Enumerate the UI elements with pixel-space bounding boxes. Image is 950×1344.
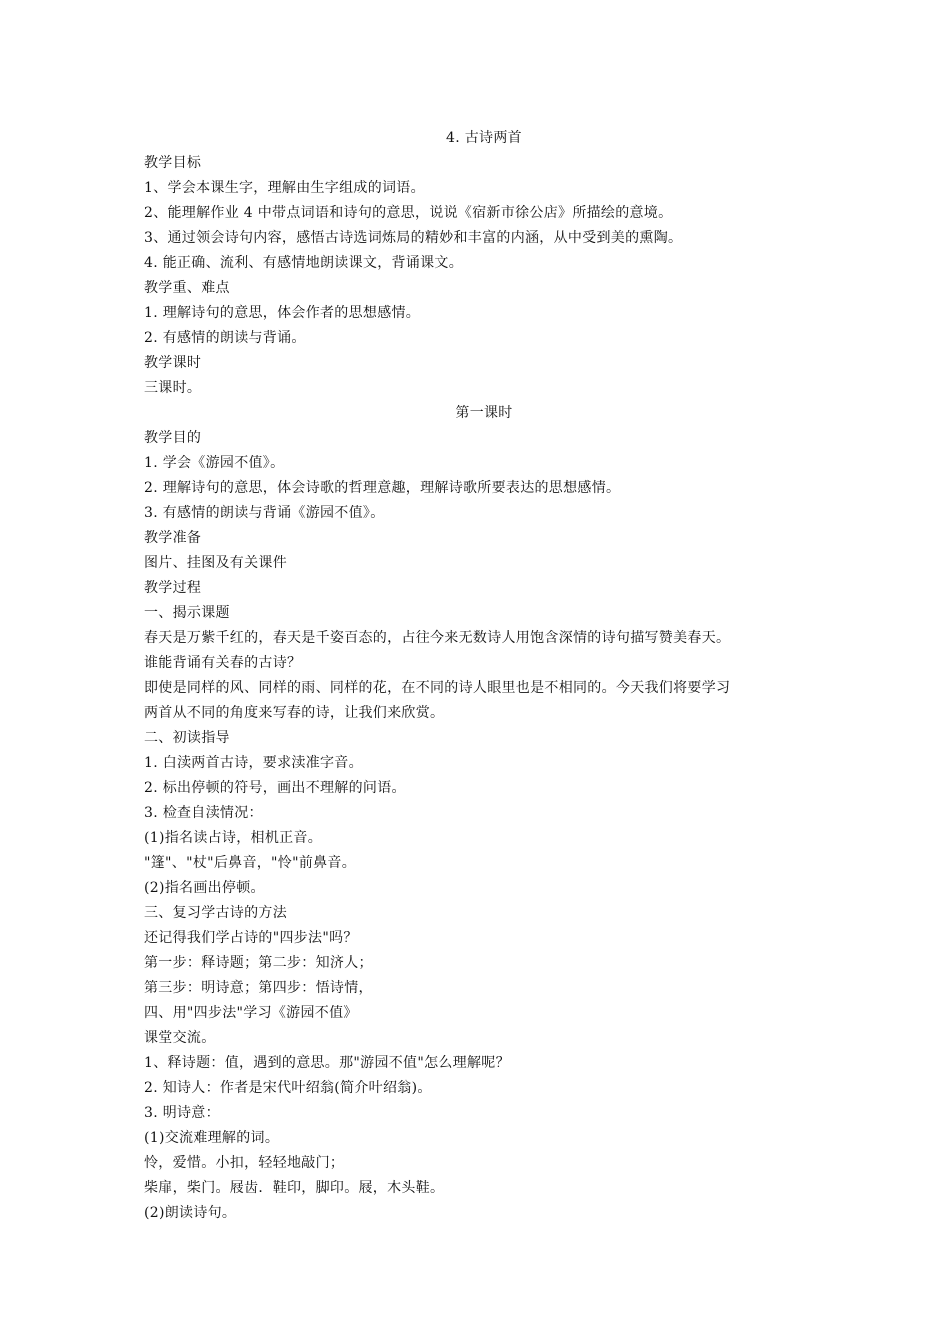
text-line: 教学目的 — [144, 430, 202, 446]
text-line: 1. 理解诗句的意思，体会作者的思想感情。 — [144, 305, 421, 321]
text-line: 第三步：明诗意；第四步：悟诗情， — [144, 980, 373, 996]
document-title: 4. 古诗两首 — [446, 130, 522, 146]
text-line: 四、用"四步法"学习《游园不值》 — [144, 1005, 358, 1021]
text-line: 两首从不同的角度来写春的诗，让我们来欣赏。 — [144, 705, 445, 721]
text-line: (1)交流难理解的词。 — [144, 1130, 280, 1146]
text-line: 2、能理解作业 4 中带点词语和诗句的意思，说说《宿新市徐公店》所描绘的意境。 — [144, 205, 673, 221]
text-line: 1. 学会《游园不值》。 — [144, 455, 285, 471]
text-line: 3、通过领会诗句内容，感悟古诗选词炼局的精妙和丰富的内涵，从中受到美的熏陶。 — [144, 230, 683, 246]
text-line: 谁能背诵有关春的古诗？ — [144, 655, 302, 671]
text-line: 2. 知诗人：作者是宋代叶绍翁(简介叶绍翁)。 — [144, 1080, 432, 1096]
text-line: 春天是万紫千红的，春天是千姿百态的，占往今来无数诗人用饱含深情的诗句描写赞美春天。 — [144, 630, 731, 646]
text-line: 柴扉，柴门。屐齿．鞋印，脚印。屐，木头鞋。 — [144, 1180, 445, 1196]
text-line: 二、初读指导 — [144, 730, 230, 746]
text-line: 图片、挂图及有关课件 — [144, 555, 287, 571]
document-body — [144, 126, 824, 1226]
text-line: 一、揭示课题 — [144, 605, 230, 621]
text-line: 2. 标出停顿的符号，画出不理解的问语。 — [144, 780, 406, 796]
text-line: 教学目标 — [144, 155, 202, 171]
text-line: (2)朗读诗句。 — [144, 1205, 237, 1221]
text-line: 3. 检查自渎情况： — [144, 805, 263, 821]
text-line: 2. 有感情的朗读与背诵。 — [144, 330, 306, 346]
text-line: 教学重、难点 — [144, 280, 230, 296]
text-line: 第一步：释诗题；第二步：知济人； — [144, 955, 373, 971]
section-heading: 第一课时 — [455, 405, 513, 421]
text-line: 怜，爱惜。小扣，轻轻地敲门； — [144, 1155, 345, 1171]
text-line: 1. 白渎两首古诗，要求渎准字音。 — [144, 755, 363, 771]
text-line: 1、释诗题：值，遇到的意思。那"游园不值"怎么理解呢？ — [144, 1055, 510, 1071]
text-line: 还记得我们学占诗的"四步法"吗？ — [144, 930, 358, 946]
text-line: 3. 有感情的朗读与背诵《游园不值》。 — [144, 505, 385, 521]
text-line: 3. 明诗意： — [144, 1105, 220, 1121]
text-line: 教学课时 — [144, 355, 202, 371]
text-line: 课堂交流。 — [144, 1030, 216, 1046]
text-line: 2. 理解诗句的意思，体会诗歌的哲理意趣，理解诗歌所要表达的思想感情。 — [144, 480, 621, 496]
text-line: 三、复习学古诗的方法 — [144, 905, 287, 921]
text-line: "篷"、"杖"后鼻音，"怜"前鼻音。 — [144, 855, 357, 871]
text-line: 4. 能正确、流利、有感情地朗读课文，背诵课文。 — [144, 255, 464, 271]
text-line: (2)指名画出停顿。 — [144, 880, 265, 896]
text-line: 教学准备 — [144, 530, 202, 546]
text-line: (1)指名读占诗，相机正音。 — [144, 830, 323, 846]
text-line: 三课时。 — [144, 380, 202, 396]
text-line: 教学过程 — [144, 580, 202, 596]
text-line: 即使是同样的风、同样的雨、同样的花，在不同的诗人眼里也是不相同的。今天我们将要学习 — [144, 680, 731, 696]
text-line: 1、学会本课生字，理解由生字组成的词语。 — [144, 180, 425, 196]
